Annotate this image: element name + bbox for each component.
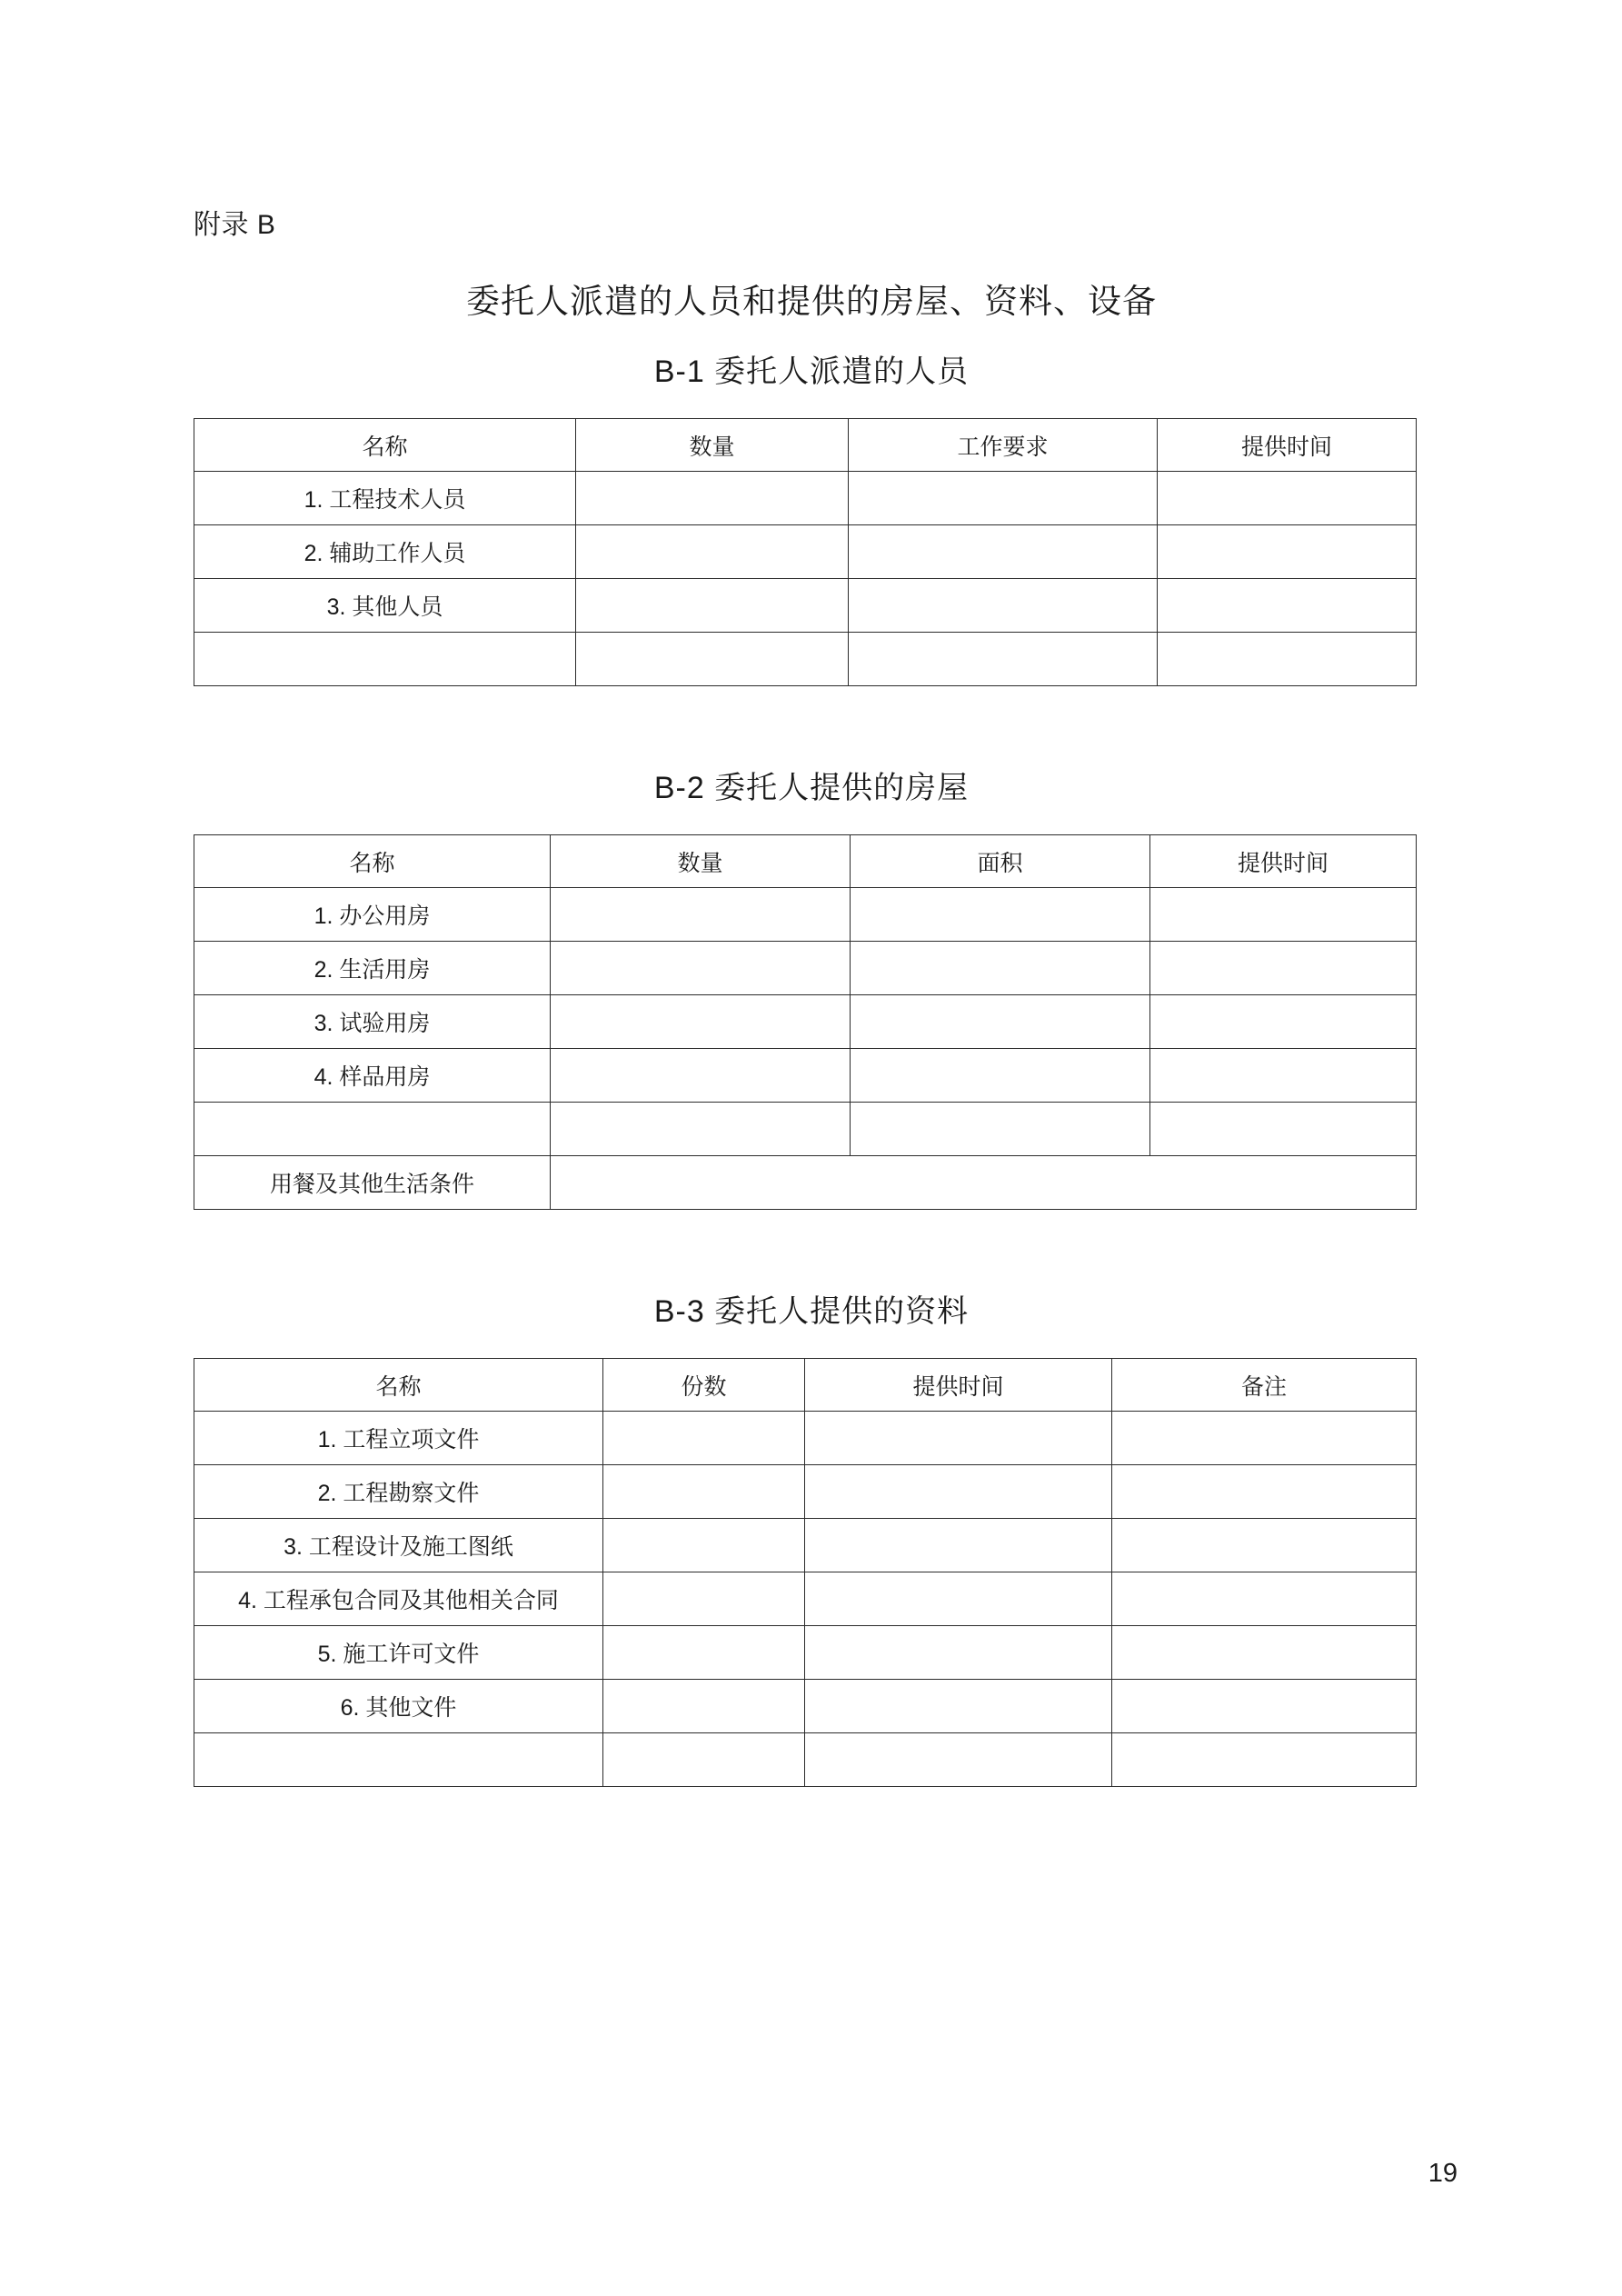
cell-work-requirement[interactable] bbox=[849, 472, 1158, 525]
cell-copies[interactable] bbox=[603, 1626, 805, 1680]
column-header: 提供时间 bbox=[1158, 419, 1417, 472]
row-label: 1. 工程技术人员 bbox=[194, 472, 576, 525]
cell-living-conditions-value[interactable] bbox=[551, 1156, 1417, 1210]
table-row bbox=[194, 633, 1417, 686]
cell-area[interactable] bbox=[851, 942, 1150, 995]
cell-copies[interactable] bbox=[603, 1519, 805, 1572]
cell-copies[interactable] bbox=[603, 1680, 805, 1733]
cell-copies[interactable] bbox=[603, 1733, 805, 1787]
row-label: 6. 其他文件 bbox=[194, 1680, 603, 1733]
cell-provide-time[interactable] bbox=[805, 1412, 1112, 1465]
row-label: 2. 辅助工作人员 bbox=[194, 525, 576, 579]
cell-work-requirement[interactable] bbox=[849, 579, 1158, 633]
cell-area[interactable] bbox=[851, 1103, 1150, 1156]
column-header: 工作要求 bbox=[849, 419, 1158, 472]
table-row bbox=[194, 888, 1417, 942]
row-label-living-conditions: 用餐及其他生活条件 bbox=[194, 1156, 551, 1210]
cell-provide-time[interactable] bbox=[1158, 579, 1417, 633]
column-header: 面积 bbox=[851, 835, 1150, 888]
cell-provide-time[interactable] bbox=[805, 1626, 1112, 1680]
cell-provide-time[interactable] bbox=[805, 1733, 1112, 1787]
table-row bbox=[194, 1103, 1417, 1156]
section-heading-b1: B-1 委托人派遣的人员 bbox=[653, 354, 970, 389]
page-number: 19 bbox=[1428, 2159, 1458, 2188]
cell-quantity[interactable] bbox=[551, 942, 851, 995]
table-row bbox=[194, 1572, 1417, 1626]
table-header-row bbox=[194, 419, 1417, 472]
column-header: 名称 bbox=[194, 1359, 603, 1412]
cell-provide-time[interactable] bbox=[1158, 633, 1417, 686]
table-row bbox=[194, 579, 1417, 633]
cell-provide-time[interactable] bbox=[805, 1519, 1112, 1572]
column-header: 提供时间 bbox=[1150, 835, 1417, 888]
table-row bbox=[194, 1412, 1417, 1465]
table-b1-personnel bbox=[194, 418, 1417, 686]
column-header: 数量 bbox=[551, 835, 851, 888]
cell-provide-time[interactable] bbox=[1150, 1049, 1417, 1103]
row-label: 4. 工程承包合同及其他相关合同 bbox=[194, 1572, 603, 1626]
row-label: 1. 工程立项文件 bbox=[194, 1412, 603, 1465]
section-heading-b3: B-3 委托人提供的资料 bbox=[653, 1294, 970, 1329]
cell-remark[interactable] bbox=[1112, 1519, 1417, 1572]
column-header: 份数 bbox=[603, 1359, 805, 1412]
cell-remark[interactable] bbox=[1112, 1572, 1417, 1626]
column-header: 名称 bbox=[194, 835, 551, 888]
cell-quantity[interactable] bbox=[551, 888, 851, 942]
cell-work-requirement[interactable] bbox=[849, 633, 1158, 686]
table-row bbox=[194, 1626, 1417, 1680]
table-b2-housing bbox=[194, 834, 1417, 1210]
table-row bbox=[194, 1519, 1417, 1572]
row-label: 2. 工程勘察文件 bbox=[194, 1465, 603, 1519]
row-label: 2. 生活用房 bbox=[194, 942, 551, 995]
row-label: 1. 办公用房 bbox=[194, 888, 551, 942]
cell-area[interactable] bbox=[851, 995, 1150, 1049]
table-b3-documents bbox=[194, 1358, 1417, 1787]
row-label[interactable] bbox=[194, 1103, 551, 1156]
cell-quantity[interactable] bbox=[551, 1103, 851, 1156]
cell-quantity[interactable] bbox=[576, 525, 849, 579]
row-label: 3. 试验用房 bbox=[194, 995, 551, 1049]
table-row bbox=[194, 1049, 1417, 1103]
column-header: 备注 bbox=[1112, 1359, 1417, 1412]
page-title: 委托人派遣的人员和提供的房屋、资料、设备 bbox=[466, 283, 1157, 320]
table-row bbox=[194, 995, 1417, 1049]
table-header-row bbox=[194, 835, 1417, 888]
row-label[interactable] bbox=[194, 633, 576, 686]
cell-quantity[interactable] bbox=[551, 1049, 851, 1103]
table-row bbox=[194, 1465, 1417, 1519]
appendix-label: 附录 B bbox=[194, 210, 276, 240]
row-label: 3. 其他人员 bbox=[194, 579, 576, 633]
cell-remark[interactable] bbox=[1112, 1626, 1417, 1680]
table-header-row bbox=[194, 1359, 1417, 1412]
cell-provide-time[interactable] bbox=[805, 1465, 1112, 1519]
cell-remark[interactable] bbox=[1112, 1465, 1417, 1519]
cell-copies[interactable] bbox=[603, 1572, 805, 1626]
column-header: 名称 bbox=[194, 419, 576, 472]
cell-provide-time[interactable] bbox=[1150, 995, 1417, 1049]
column-header: 数量 bbox=[576, 419, 849, 472]
table-row bbox=[194, 525, 1417, 579]
cell-remark[interactable] bbox=[1112, 1680, 1417, 1733]
cell-remark[interactable] bbox=[1112, 1733, 1417, 1787]
cell-area[interactable] bbox=[851, 1049, 1150, 1103]
row-label: 5. 施工许可文件 bbox=[194, 1626, 603, 1680]
cell-provide-time[interactable] bbox=[1150, 942, 1417, 995]
table-row bbox=[194, 1680, 1417, 1733]
row-label: 4. 样品用房 bbox=[194, 1049, 551, 1103]
cell-quantity[interactable] bbox=[576, 579, 849, 633]
cell-quantity[interactable] bbox=[551, 995, 851, 1049]
cell-provide-time[interactable] bbox=[1150, 888, 1417, 942]
cell-provide-time[interactable] bbox=[805, 1680, 1112, 1733]
table-row bbox=[194, 1733, 1417, 1787]
cell-provide-time[interactable] bbox=[1158, 472, 1417, 525]
cell-remark[interactable] bbox=[1112, 1412, 1417, 1465]
cell-copies[interactable] bbox=[603, 1465, 805, 1519]
cell-provide-time[interactable] bbox=[1158, 525, 1417, 579]
cell-provide-time[interactable] bbox=[1150, 1103, 1417, 1156]
row-label: 3. 工程设计及施工图纸 bbox=[194, 1519, 603, 1572]
cell-quantity[interactable] bbox=[576, 633, 849, 686]
cell-copies[interactable] bbox=[603, 1412, 805, 1465]
section-heading-b2: B-2 委托人提供的房屋 bbox=[653, 771, 970, 805]
document-content bbox=[194, 207, 1429, 1787]
cell-work-requirement[interactable] bbox=[849, 525, 1158, 579]
table-footer-row bbox=[194, 1156, 1417, 1210]
cell-quantity[interactable] bbox=[576, 472, 849, 525]
row-label[interactable] bbox=[194, 1733, 603, 1787]
column-header: 提供时间 bbox=[805, 1359, 1112, 1412]
cell-provide-time[interactable] bbox=[805, 1572, 1112, 1626]
table-row bbox=[194, 942, 1417, 995]
cell-area[interactable] bbox=[851, 888, 1150, 942]
table-row bbox=[194, 472, 1417, 525]
